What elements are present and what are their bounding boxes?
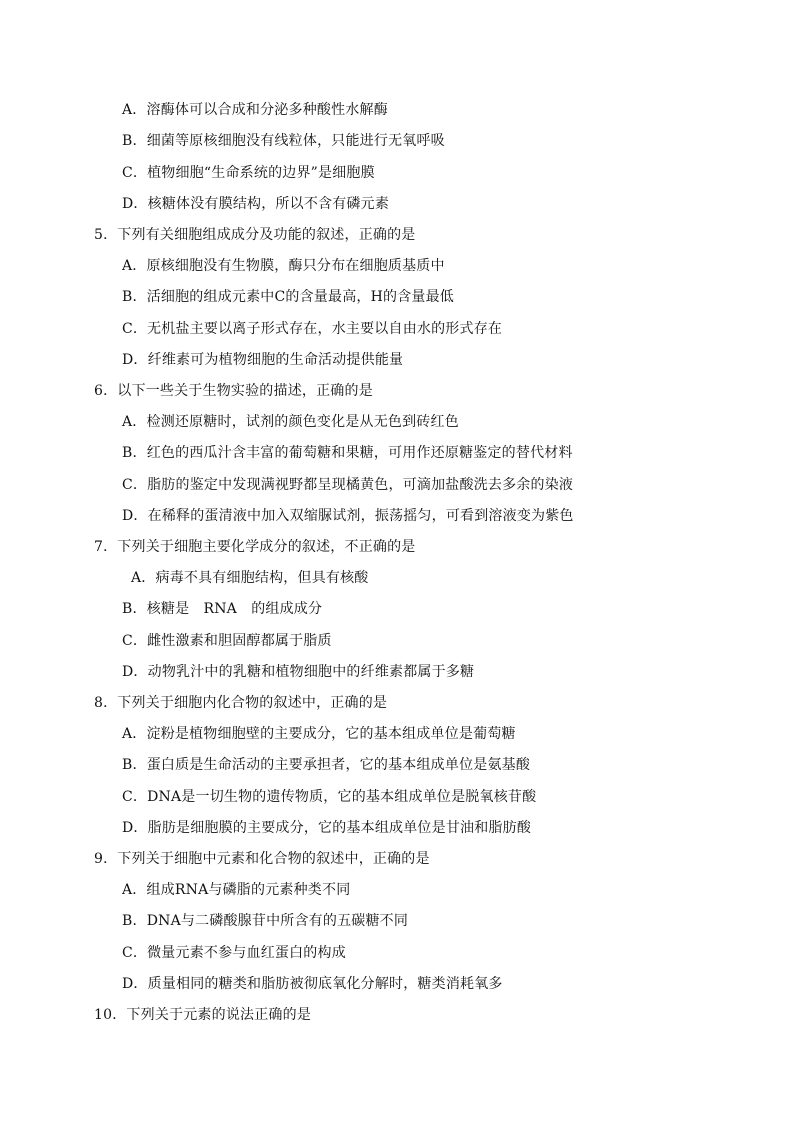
question-8-option-c: C．DNA是一切生物的遗传物质，它的基本组成单位是脱氧核苷酸: [122, 789, 537, 805]
question-6-stem: 6．以下一些关于生物实验的描述，正确的是: [94, 383, 373, 399]
question-6-option-d: D．在稀释的蛋清液中加入双缩脲试剂，振荡摇匀，可看到溶液变为紫色: [122, 508, 574, 524]
question-6-option-a: A．检测还原糖时，试剂的颜色变化是从无色到砖红色: [122, 414, 459, 430]
option-b-bacteria: B．细菌等原核细胞没有线粒体，只能进行无氧呼吸: [122, 133, 445, 149]
question-9-option-c: C．微量元素不参与血红蛋白的构成: [122, 945, 346, 961]
option-a-lysosome: A．溶酶体可以合成和分泌多种酸性水解酶: [122, 102, 388, 118]
question-6-option-c: C．脂肪的鉴定中发现满视野都呈现橘黄色，可滴加盐酸洗去多余的染液: [122, 477, 574, 493]
question-5-stem: 5．下列有关细胞组成成分及功能的叙述，正确的是: [94, 227, 416, 243]
question-5-option-a: A．原核细胞没有生物膜，酶只分布在细胞质基质中: [122, 258, 445, 274]
question-9-stem: 9．下列关于细胞中元素和化合物的叙述中，正确的是: [94, 851, 430, 867]
question-8-option-a: A．淀粉是植物细胞壁的主要成分，它的基本组成单位是葡萄糖: [122, 726, 516, 742]
question-9-option-d: D．质量相同的糖类和脂肪被彻底氧化分解时，糖类消耗氧多: [122, 976, 503, 992]
question-9-option-a: A．组成RNA与磷脂的元素种类不同: [122, 882, 351, 898]
question-5-option-b: B．活细胞的组成元素中C的含量最高，H的含量最低: [122, 289, 455, 305]
question-9-option-b: B．DNA与二磷酸腺苷中所含有的五碳糖不同: [122, 913, 409, 929]
question-10-stem: 10．下列关于元素的说法正确的是: [94, 1007, 312, 1023]
option-d-ribosome: D．核糖体没有膜结构，所以不含有磷元素: [122, 196, 390, 212]
question-7-option-d: D．动物乳汁中的乳糖和植物细胞中的纤维素都属于多糖: [122, 664, 475, 680]
question-8-stem: 8．下列关于细胞内化合物的叙述中，正确的是: [94, 695, 388, 711]
question-7-option-c: C．雌性激素和胆固醇都属于脂质: [122, 633, 332, 649]
question-6-option-b: B．红色的西瓜汁含丰富的葡萄糖和果糖，可用作还原糖鉴定的替代材料: [122, 445, 573, 461]
question-7-option-b: B．核糖是 RNA 的组成成分: [122, 601, 323, 617]
option-c-cell-membrane: C．植物细胞“生命系统的边界”是细胞膜: [122, 165, 375, 181]
question-8-option-d: D．脂肪是细胞膜的主要成分，它的基本组成单位是甘油和脂肪酸: [122, 820, 532, 836]
question-7-stem: 7．下列关于细胞主要化学成分的叙述，不正确的是: [94, 539, 416, 555]
question-7-option-a: A．病毒不具有细胞结构，但具有核酸: [131, 570, 369, 586]
question-5-option-c: C．无机盐主要以离子形式存在，水主要以自由水的形式存在: [122, 321, 503, 337]
question-5-option-d: D．纤维素可为植物细胞的生命活动提供能量: [122, 352, 404, 368]
question-8-option-b: B．蛋白质是生命活动的主要承担者，它的基本组成单位是氨基酸: [122, 757, 531, 773]
